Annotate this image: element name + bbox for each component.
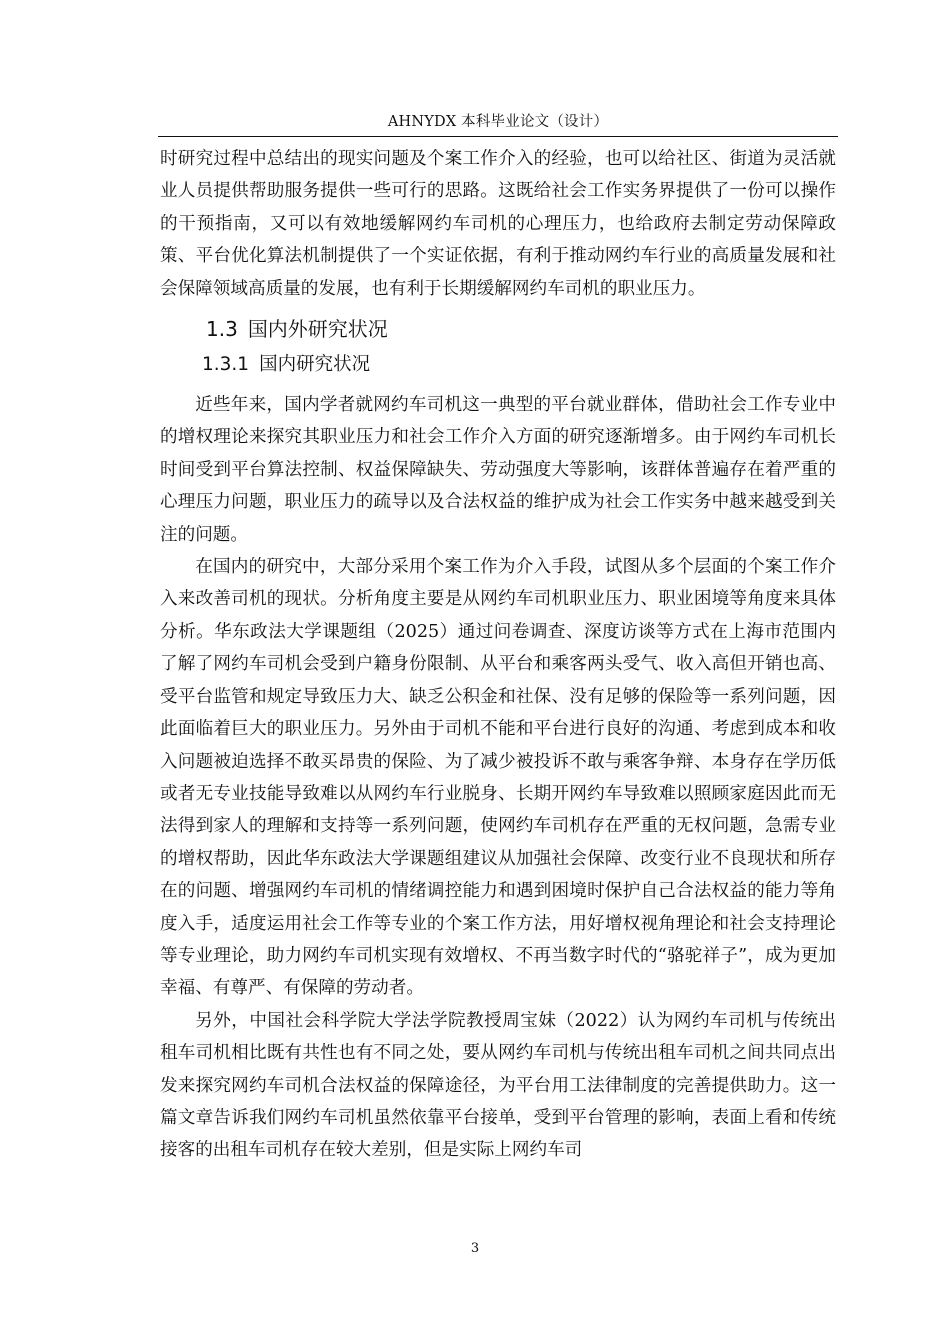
document-body bbox=[160, 143, 836, 1167]
intro-paragraph: 时研究过程中总结出的现实问题及个案工作介入的经验，也可以给社区、街道为灵活就业人员提供帮助服务提供一些可行的思路。这既给社会工作实务界提供了一份可以操作的干预指南，又可以有效地缓解网约车司机的心理压力，也给政府去制定劳动保障政策、平台优化算法机制提供了一个实证依据，有利于推动网约车行业的高质量发展和社会保障领域高质量的发展，也有利于长期缓解网约车司机的职业压力。 bbox=[160, 149, 836, 299]
body-paragraph: 近些年来，国内学者就网约车司机这一典型的平台就业群体，借助社会工作专业中的增权理论来探究其职业压力和社会工作介入方面的研究逐渐增多。由于网约车司机长时间受到平台算法控制、权益保障缺失、劳动强度大等影响，该群体普遍存在着严重的心理压力问题，职业压力的疏导以及合法权益的维护成为社会工作实务中越来越受到关注的问题。 bbox=[160, 395, 836, 545]
subsection-title: 国内研究状况 bbox=[259, 354, 371, 376]
section-title: 国内外研究状况 bbox=[247, 317, 388, 342]
subsection-number: 1.3.1 bbox=[202, 354, 250, 376]
body-paragraph: 另外，中国社会科学院大学法学院教授周宝妹（2022）认为网约车司机与传统出租车司机相比既有共性也有不同之处，要从网约车司机与传统出租车司机之间共同点出发来探究网约车司机合法权益的保障途径，为平台用工法律制度的完善提供助力。这一篇文章告诉我们网约车司机虽然依靠平台接单，受到平台管理的影响，表面上看和传统接客的出租车司机存在较大差别，但是实际上网约车司 bbox=[160, 1010, 836, 1161]
page-header: AHNYDX 本科毕业论文（设计） bbox=[387, 114, 609, 130]
header-divider bbox=[158, 136, 838, 137]
page-number: 3 bbox=[470, 1241, 480, 1256]
body-paragraph: 在国内的研究中，大部分采用个案工作为介入手段，试图从多个层面的个案工作介入来改善司机的现状。分析角度主要是从网约车司机职业压力、职业困境等角度来具体分析。华东政法大学课题组（2025）通过问卷调查、深度访谈等方式在上海市范围内了解了网约车司机会受到户籍身份限制、从平台和乘客两头受气、收入高但开销也高、受平台监管和规定导致压力大、缺乏公积金和社保、没有足够的保险等一系列问题，因此面临着巨大的职业压力。另外由于司机不能和平台进行良好的沟通、考虑到成本和收入问题被迫选择不敢买昂贵的保险、为了减少被投诉不敢与乘客争辩、本身存在学历低或者无专业技能导致难以从网约车行业脱身、长期开网约车导致难以照顾家庭因此而无法得到家人的理解和支持等一系列问题，使网约车司机存在严重的无权问题，急需专业的增权帮助，因此华东政法大学课题组建议从加强社会保障、改变行业不良现状和所存在的问题、增强网约车司机的情绪调控能力和遇到困境时保护自己合法权益的能力等角度入手，适度运用社会工作等专业的个案工作方法，用好增权视角理论和社会支持理论等专业理论，助力网约车司机实现有效增权、不再当数字时代的“骆驼祥子”，成为更加幸福、有尊严、有保障的劳动者。 bbox=[160, 557, 836, 999]
section-heading bbox=[206, 313, 836, 347]
section-number: 1.3 bbox=[206, 317, 238, 342]
subsection-heading bbox=[202, 349, 836, 381]
